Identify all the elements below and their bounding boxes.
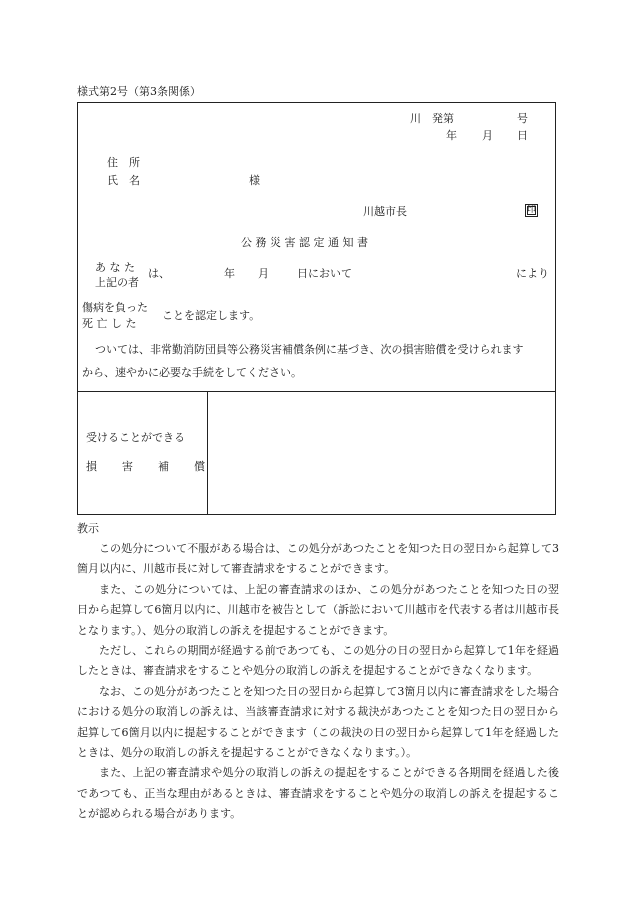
explanation-line-1: ついては、非常勤消防団員等公務災害補償条例に基づき、次の損害賠償を受けられます [95,343,524,356]
seal-text: 印 [526,205,536,215]
number-suffix: 号 [517,112,528,125]
explanation-line-2: から、速やかに必要な手続をしてください。 [82,366,302,379]
notice-paragraph: また、上記の審査請求や処分の取消しの訴えの提起をすることができる各期間を経過した後であつても、正当な理由があるときは、審査請求をすることや処分の取消しの訴えを提起することが認められる場合があります。 [77,766,559,821]
subject-top: あ な た [95,261,135,274]
notice-paragraph: この処分について不服がある場合は、この処分があつたことを知つた日の翌日から起算して3箇月以内に、川越市長に対して審査請求をすることができます。 [77,542,559,576]
date-year: 年 [446,129,457,142]
form-frame [77,102,556,515]
form-label: 様式第2号（第3条関係） [77,85,201,98]
address-label: 住 所 [107,156,140,169]
issuer-title: 川越市長 [363,205,407,218]
notice-paragraph: ただし、これらの期間が経過する前であつても、この処分の日の翌日から起算して1年を経過したときは、審査請求をすることや処分の取消しの訴えを提起することができなくなります。 [77,644,559,678]
name-label: 氏 名 [107,174,140,187]
issue-no-label: 発第 [432,112,454,125]
certify-text: ことを認定します。 [162,309,261,322]
incident-month: 月 [258,267,269,280]
subject-particle: は、 [148,267,170,280]
city-code: 川 [410,112,421,125]
notice-heading: 教示 [77,522,99,535]
divider-vertical [207,391,208,515]
document-title: 公 務 災 害 認 定 通 知 書 [241,236,368,249]
divider-upper [77,391,556,392]
injury-bottom: 死 亡 し た [82,317,137,330]
notice-paragraph: なお、この処分があつたことを知つた日の翌日から起算して3箇月以内に審査請求をした場合における処分の取消しの訴えは、当該審査請求に対する裁決があつたことを知つた日の翌日から起算して6箇月以内に提起することができます（この裁決の日の翌日から起算して1年を経過したときは、処分の取消しの訴えを提起することができなくなります。）。 [77,684,559,760]
incident-year: 年 [224,267,235,280]
honorific: 様 [249,174,260,187]
compensation-label-1: 受けることができる [86,431,185,444]
compensation-label-2: 損 害 補 償 [86,460,206,473]
notice-body [77,539,559,825]
incident-cause: により [516,267,549,280]
injury-top: 傷病を負った [82,301,148,314]
notice-paragraph: また、この処分については、上記の審査請求のほか、この処分があつたことを知つた日の翌日から起算して6箇月以内に、川越市を被告として（訴訟において川越市を代表する者は川越市長となります。）、処分の取消しの訴えを提起することができます。 [77,582,559,637]
subject-bottom: 上記の者 [95,276,139,289]
incident-day: 日において [297,267,352,280]
seal-icon [525,204,538,217]
date-month: 月 [482,129,493,142]
date-day: 日 [517,129,528,142]
